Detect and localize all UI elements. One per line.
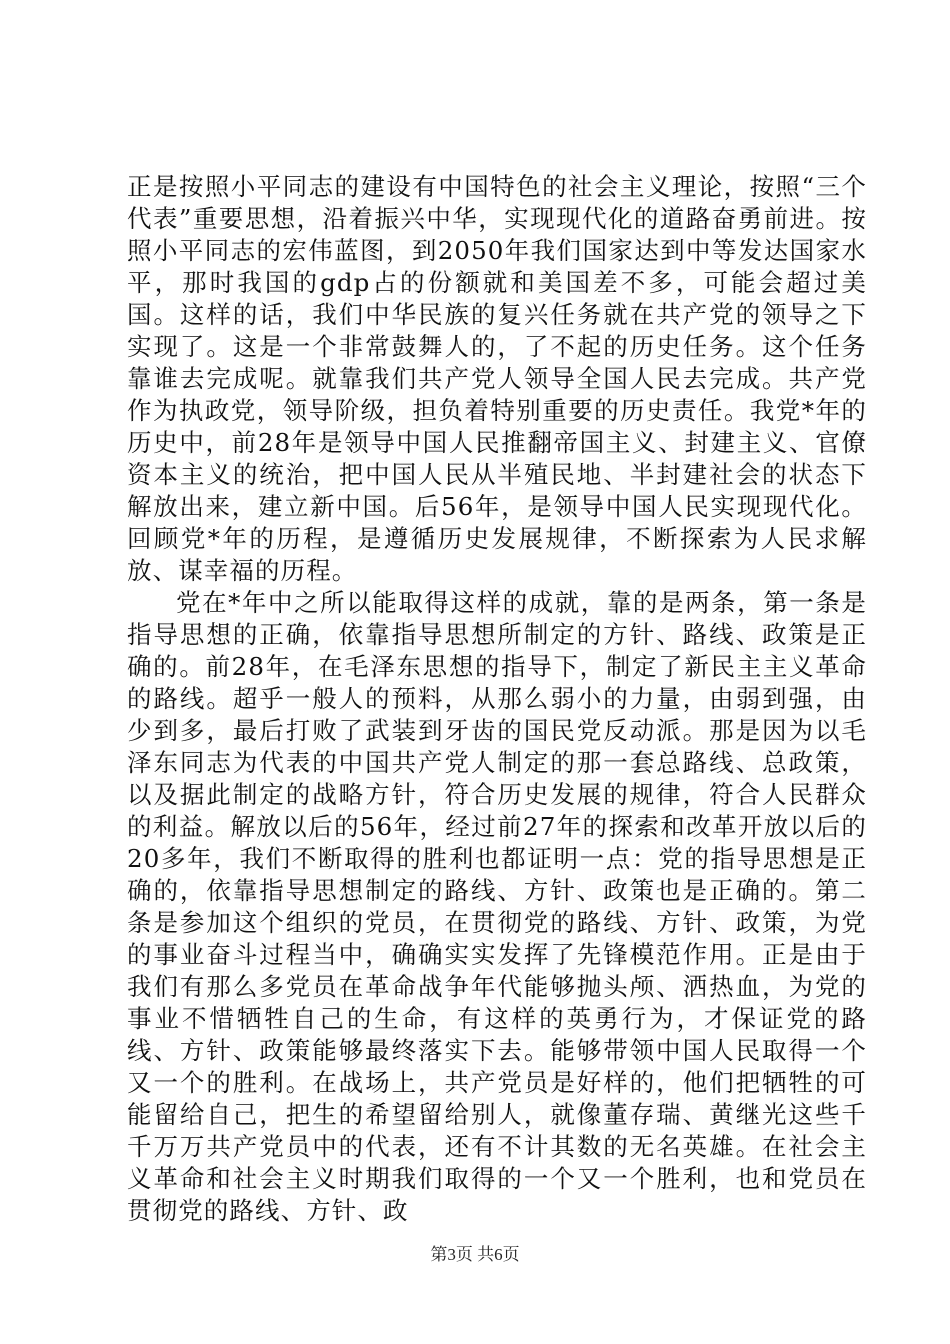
- page-footer: 第3页 共6页: [430, 1245, 520, 1264]
- document-body: [127, 171, 867, 1227]
- paragraph-2: 党在*年中之所以能取得这样的成就，靠的是两条，第一条是指导思想的正确，依靠指导思想所制定的方针、路线、政策是正确的。前28年，在毛泽东思想的指导下，制定了新民主主义革命的路线。超乎一般人的预料，从那么弱小的力量，由弱到强，由少到多，最后打败了武装到牙齿的国民党反动派。那是因为以毛泽东同志为代表的中国共产党人制定的那一套总路线、总政策，以及据此制定的战略方针，符合历史发展的规律，符合人民群众的利益。解放以后的56年，经过前27年的探索和改革开放以后的20多年，我们不断取得的胜利也都证明一点：党的指导思想是正确的，依靠指导思想制定的路线、方针、政策也是正确的。第二条是参加这个组织的党员，在贯彻党的路线、方针、政策，为党的事业奋斗过程当中，确确实实发挥了先锋模范作用。正是由于我们有那么多党员在革命战争年代能够抛头颅、洒热血，为党的事业不惜牺牲自己的生命，有这样的英勇行为，才保证党的路线、方针、政策能够最终落实下去。能够带领中国人民取得一个又一个的胜利。在战场上，共产党员是好样的，他们把牺牲的可能留给自己，把生的希望留给别人，就像董存瑞、黄继光这些千千万万共产党员中的代表，还有不计其数的无名英雄。在社会主义革命和社会主义时期我们取得的一个又一个胜利，也和党员在贯彻党的路线、方针、政: [127, 588, 867, 1225]
- paragraph-1: 正是按照小平同志的建设有中国特色的社会主义理论，按照“三个代表”重要思想，沿着振兴中华，实现现代化的道路奋勇前进。按照小平同志的宏伟蓝图，到2050年我们国家达到中等发达国家水平，那时我国的gdp占的份额就和美国差不多，可能会超过美国。这样的话，我们中华民族的复兴任务就在共产党的领导之下实现了。这是一个非常鼓舞人的，了不起的历史任务。这个任务靠谁去完成呢。就靠我们共产党人领导全国人民去完成。共产党作为执政党，领导阶级，担负着特别重要的历史责任。我党*年的历史中，前28年是领导中国人民推翻帝国主义、封建主义、官僚资本主义的统治，把中国人民从半殖民地、半封建社会的状态下解放出来，建立新中国。后56年，是领导中国人民实现现代化。回顾党*年的历程，是遵循历史发展规律，不断探索为人民求解放、谋幸福的历程。: [127, 172, 867, 585]
